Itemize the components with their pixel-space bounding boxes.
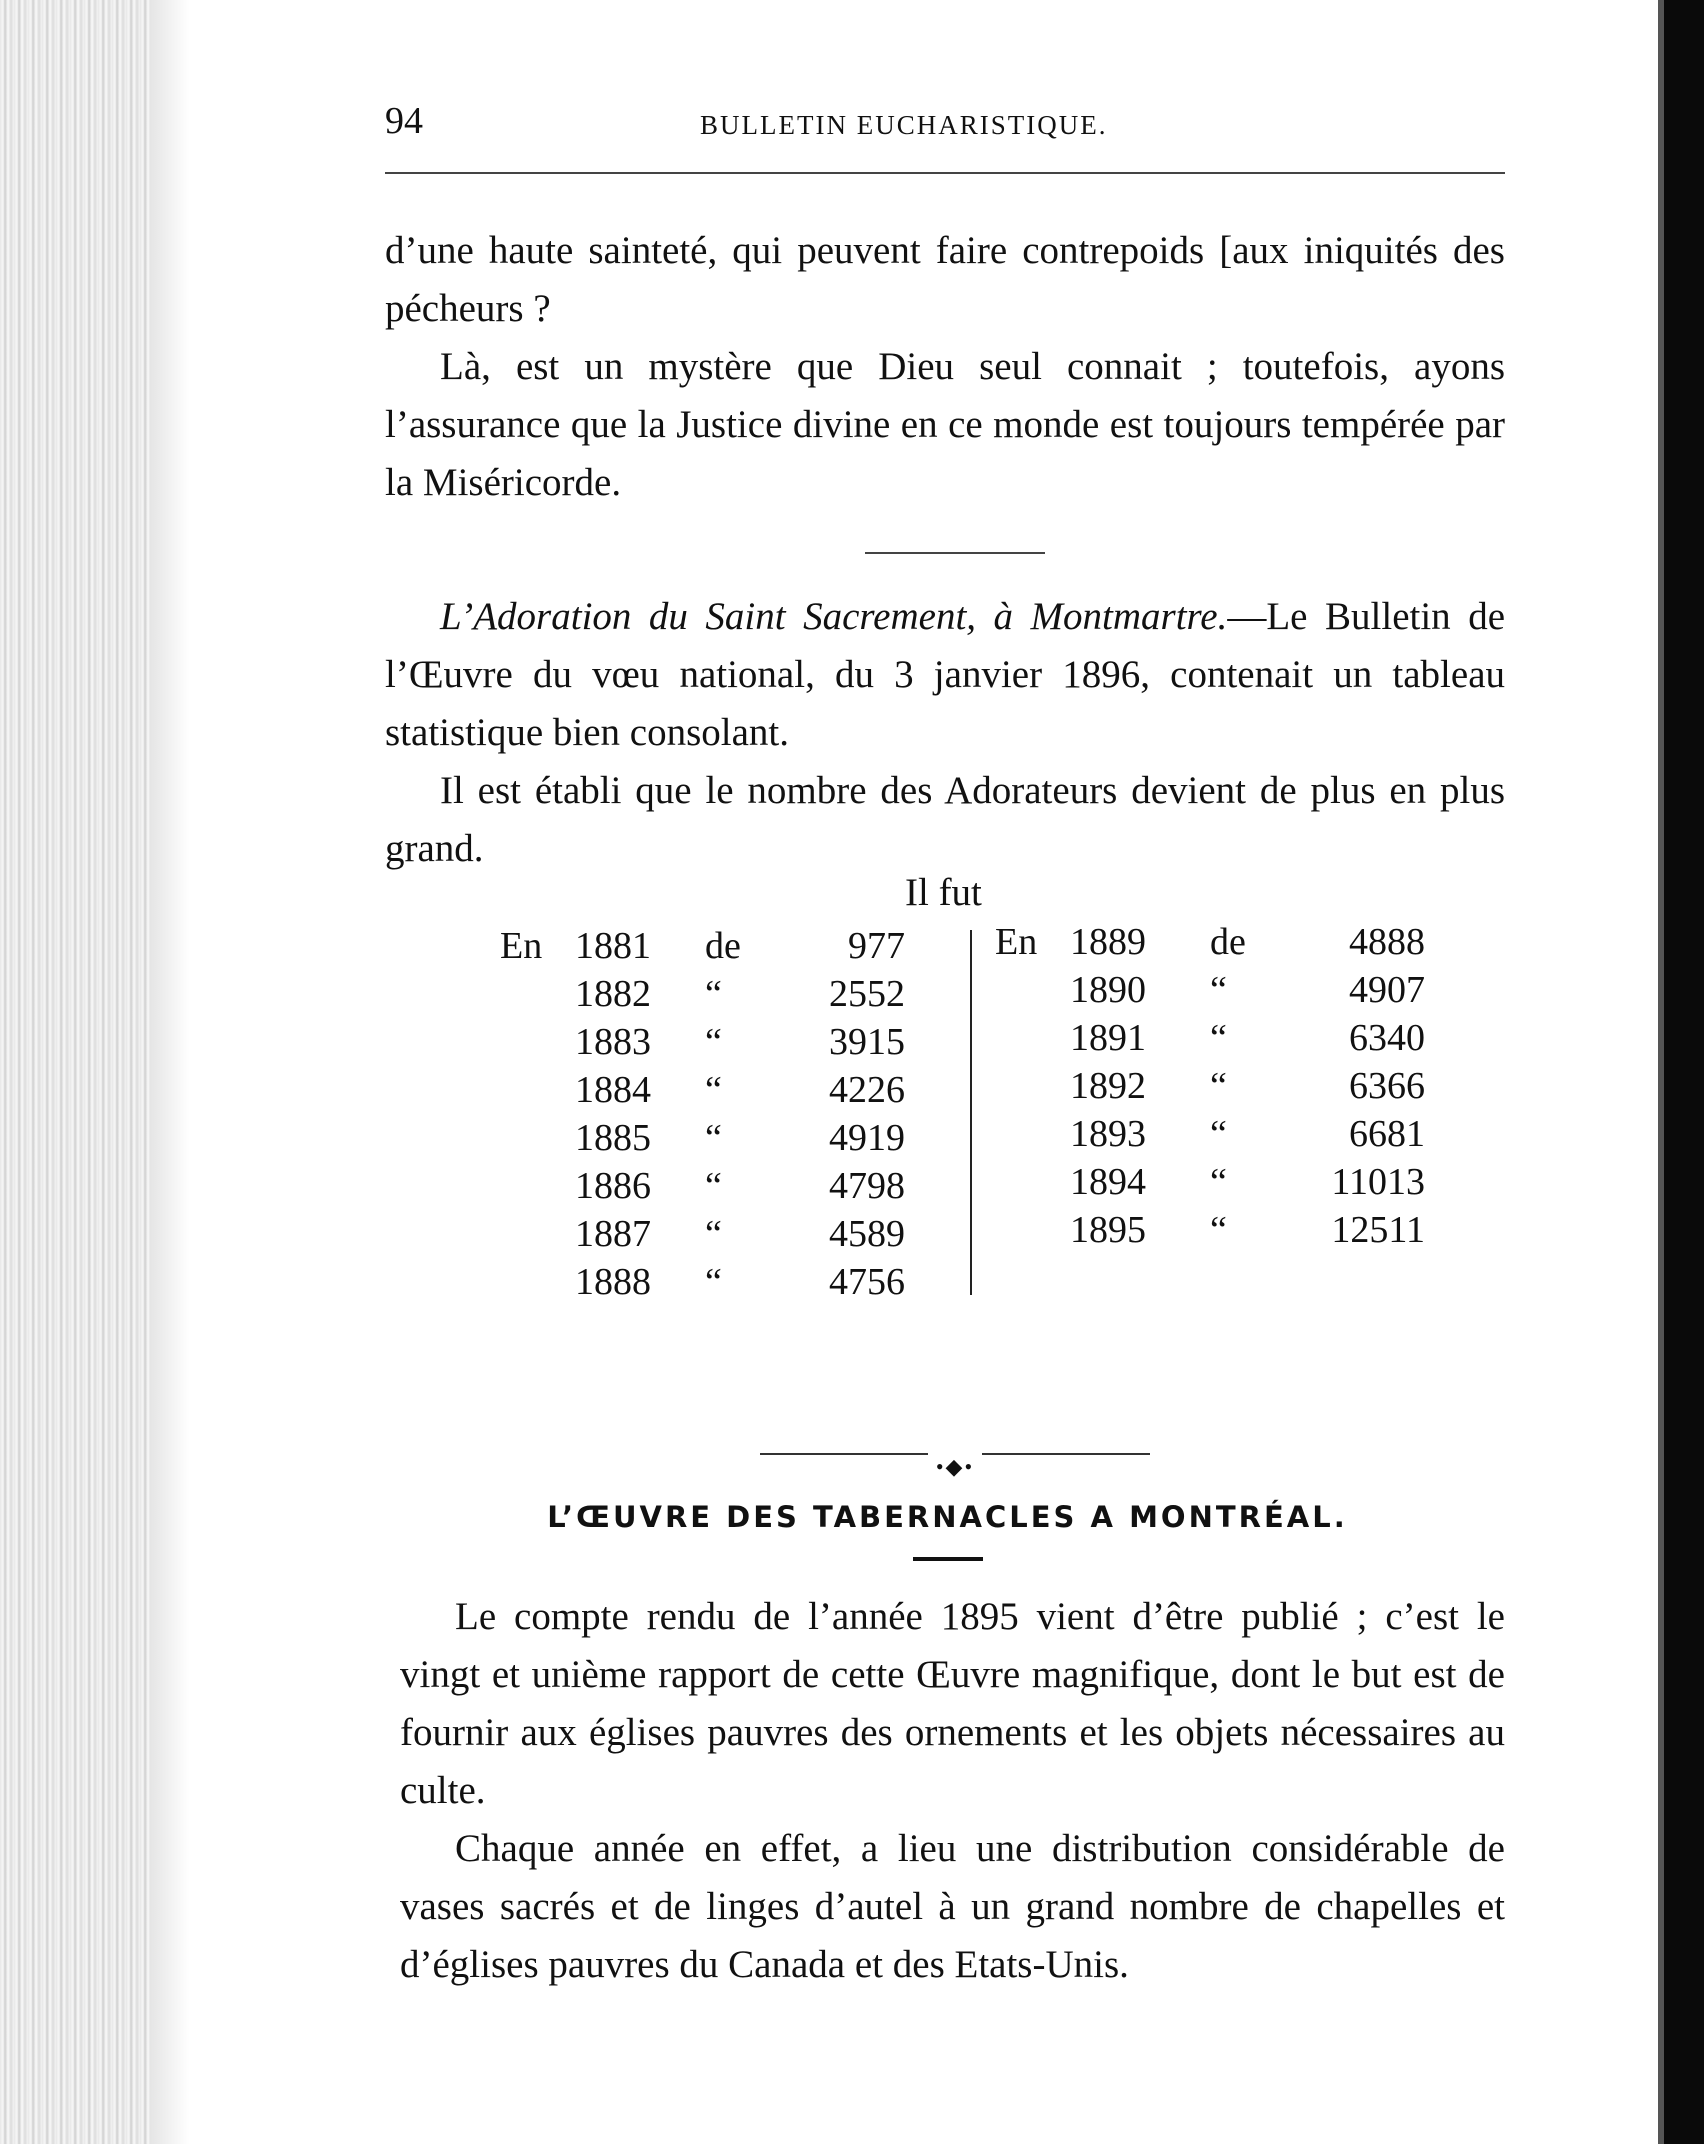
section-separator bbox=[865, 552, 1045, 554]
header-rule bbox=[385, 172, 1505, 174]
table-ditto: “ bbox=[1210, 969, 1227, 1011]
ornament-divider bbox=[760, 1444, 1150, 1479]
table-ditto: “ bbox=[705, 1069, 722, 1111]
table-ditto: “ bbox=[705, 973, 722, 1015]
distribution-paragraph: Chaque année en effet, a lieu une distribution considérable de vases sacrés et de linges d’autel à un grand nombre de chapelles et d’églises pauvres du Canada et des Etats-Unis. bbox=[400, 1827, 1505, 1986]
table-year: 1889 bbox=[1070, 921, 1146, 963]
table-year: 1881 bbox=[575, 925, 651, 967]
table-value: 3915 bbox=[829, 1021, 905, 1063]
table-year: 1894 bbox=[1070, 1161, 1146, 1203]
opening-text bbox=[385, 222, 1505, 512]
table-ditto: “ bbox=[705, 1165, 722, 1207]
table-value: 2552 bbox=[829, 973, 905, 1015]
paragraph-continuation: d’une haute sainteté, qui peuvent faire contrepoids [aux iniquités des pécheurs ? bbox=[385, 229, 1505, 330]
table-value: 4589 bbox=[829, 1213, 905, 1255]
table-ditto: “ bbox=[705, 1261, 722, 1303]
table-ditto: “ bbox=[1210, 1161, 1227, 1203]
table-year: 1886 bbox=[575, 1165, 651, 1207]
table-year: 1892 bbox=[1070, 1065, 1146, 1107]
adoration-text: —Le Bulletin de l’Œuvre du vœu national, du 3 janvier 1896, contenait un tableau statistique bien consolant. bbox=[385, 595, 1505, 754]
table-value: 4919 bbox=[829, 1117, 905, 1159]
table-ditto: “ bbox=[1210, 1065, 1227, 1107]
page-number: 94 bbox=[385, 100, 423, 142]
section-heading: L’ŒUVRE DES TABERNACLES A MONTRÉAL. bbox=[547, 1500, 1348, 1534]
table-value: 4907 bbox=[1349, 969, 1425, 1011]
book-page-edges bbox=[0, 0, 150, 2144]
table-ditto: “ bbox=[705, 1021, 722, 1063]
table-de-label-right: de bbox=[1210, 921, 1246, 963]
table-en-label-right: En bbox=[995, 921, 1038, 963]
table-ditto: “ bbox=[1210, 1209, 1227, 1251]
scan-black-border bbox=[1664, 0, 1704, 2144]
table-year: 1887 bbox=[575, 1213, 651, 1255]
table-year: 1893 bbox=[1070, 1113, 1146, 1155]
heading-rule bbox=[913, 1557, 983, 1561]
adoration-title: L’Adoration du Saint Sacrement, à Montmartre. bbox=[440, 595, 1228, 638]
table-year: 1884 bbox=[575, 1069, 651, 1111]
table-value: 4756 bbox=[829, 1261, 905, 1303]
table-en-label-left: En bbox=[500, 925, 543, 967]
paragraph-mystery: Là, est un mystère que Dieu seul connait ; toutefois, ayons l’assurance que la Justice divine en ce monde est toujours tempérée par la Miséricorde. bbox=[385, 345, 1505, 504]
table-value: 11013 bbox=[1331, 1161, 1425, 1203]
table-value: 977 bbox=[848, 925, 905, 967]
ornament-right-line bbox=[982, 1453, 1150, 1455]
table-de-label-left: de bbox=[705, 925, 741, 967]
table-value: 6340 bbox=[1349, 1017, 1425, 1059]
table-value: 12511 bbox=[1331, 1209, 1425, 1251]
book-page bbox=[385, 92, 1510, 1986]
table-value: 4798 bbox=[829, 1165, 905, 1207]
table-year: 1890 bbox=[1070, 969, 1146, 1011]
table-column-divider bbox=[970, 930, 972, 1295]
table-value: 4888 bbox=[1349, 921, 1425, 963]
table-ditto: “ bbox=[705, 1213, 722, 1255]
ornament-dots-icon: •◆• bbox=[935, 1454, 975, 1479]
running-head bbox=[385, 92, 1510, 152]
table-year: 1882 bbox=[575, 973, 651, 1015]
table-year: 1885 bbox=[575, 1117, 651, 1159]
il-fut-label: Il fut bbox=[905, 871, 982, 914]
statistics-table bbox=[500, 921, 1425, 1402]
running-title: BULLETIN EUCHARISTIQUE. bbox=[700, 110, 1108, 140]
adoration-paragraph bbox=[385, 588, 1505, 762]
report-paragraph: Le compte rendu de l’année 1895 vient d’être publié ; c’est le vingt et unième rapport de cette Œuvre magnifique, dont le but est de fournir aux églises pauvres des ornements et les objets nécessaires au culte. bbox=[400, 1595, 1505, 1812]
table-ditto: “ bbox=[705, 1117, 722, 1159]
ornament-left-line bbox=[760, 1453, 928, 1455]
table-year: 1888 bbox=[575, 1261, 651, 1303]
table-year: 1895 bbox=[1070, 1209, 1146, 1251]
table-year: 1891 bbox=[1070, 1017, 1146, 1059]
tabernacles-article bbox=[400, 1588, 1505, 1994]
table-ditto: “ bbox=[1210, 1113, 1227, 1155]
adorators-paragraph: Il est établi que le nombre des Adorateurs devient de plus en plus grand. bbox=[385, 769, 1505, 870]
adoration-article bbox=[385, 588, 1505, 878]
table-value: 6681 bbox=[1349, 1113, 1425, 1155]
table-ditto: “ bbox=[1210, 1017, 1227, 1059]
table-value: 6366 bbox=[1349, 1065, 1425, 1107]
table-year: 1883 bbox=[575, 1021, 651, 1063]
table-value: 4226 bbox=[829, 1069, 905, 1111]
gutter-shadow bbox=[150, 0, 190, 2144]
